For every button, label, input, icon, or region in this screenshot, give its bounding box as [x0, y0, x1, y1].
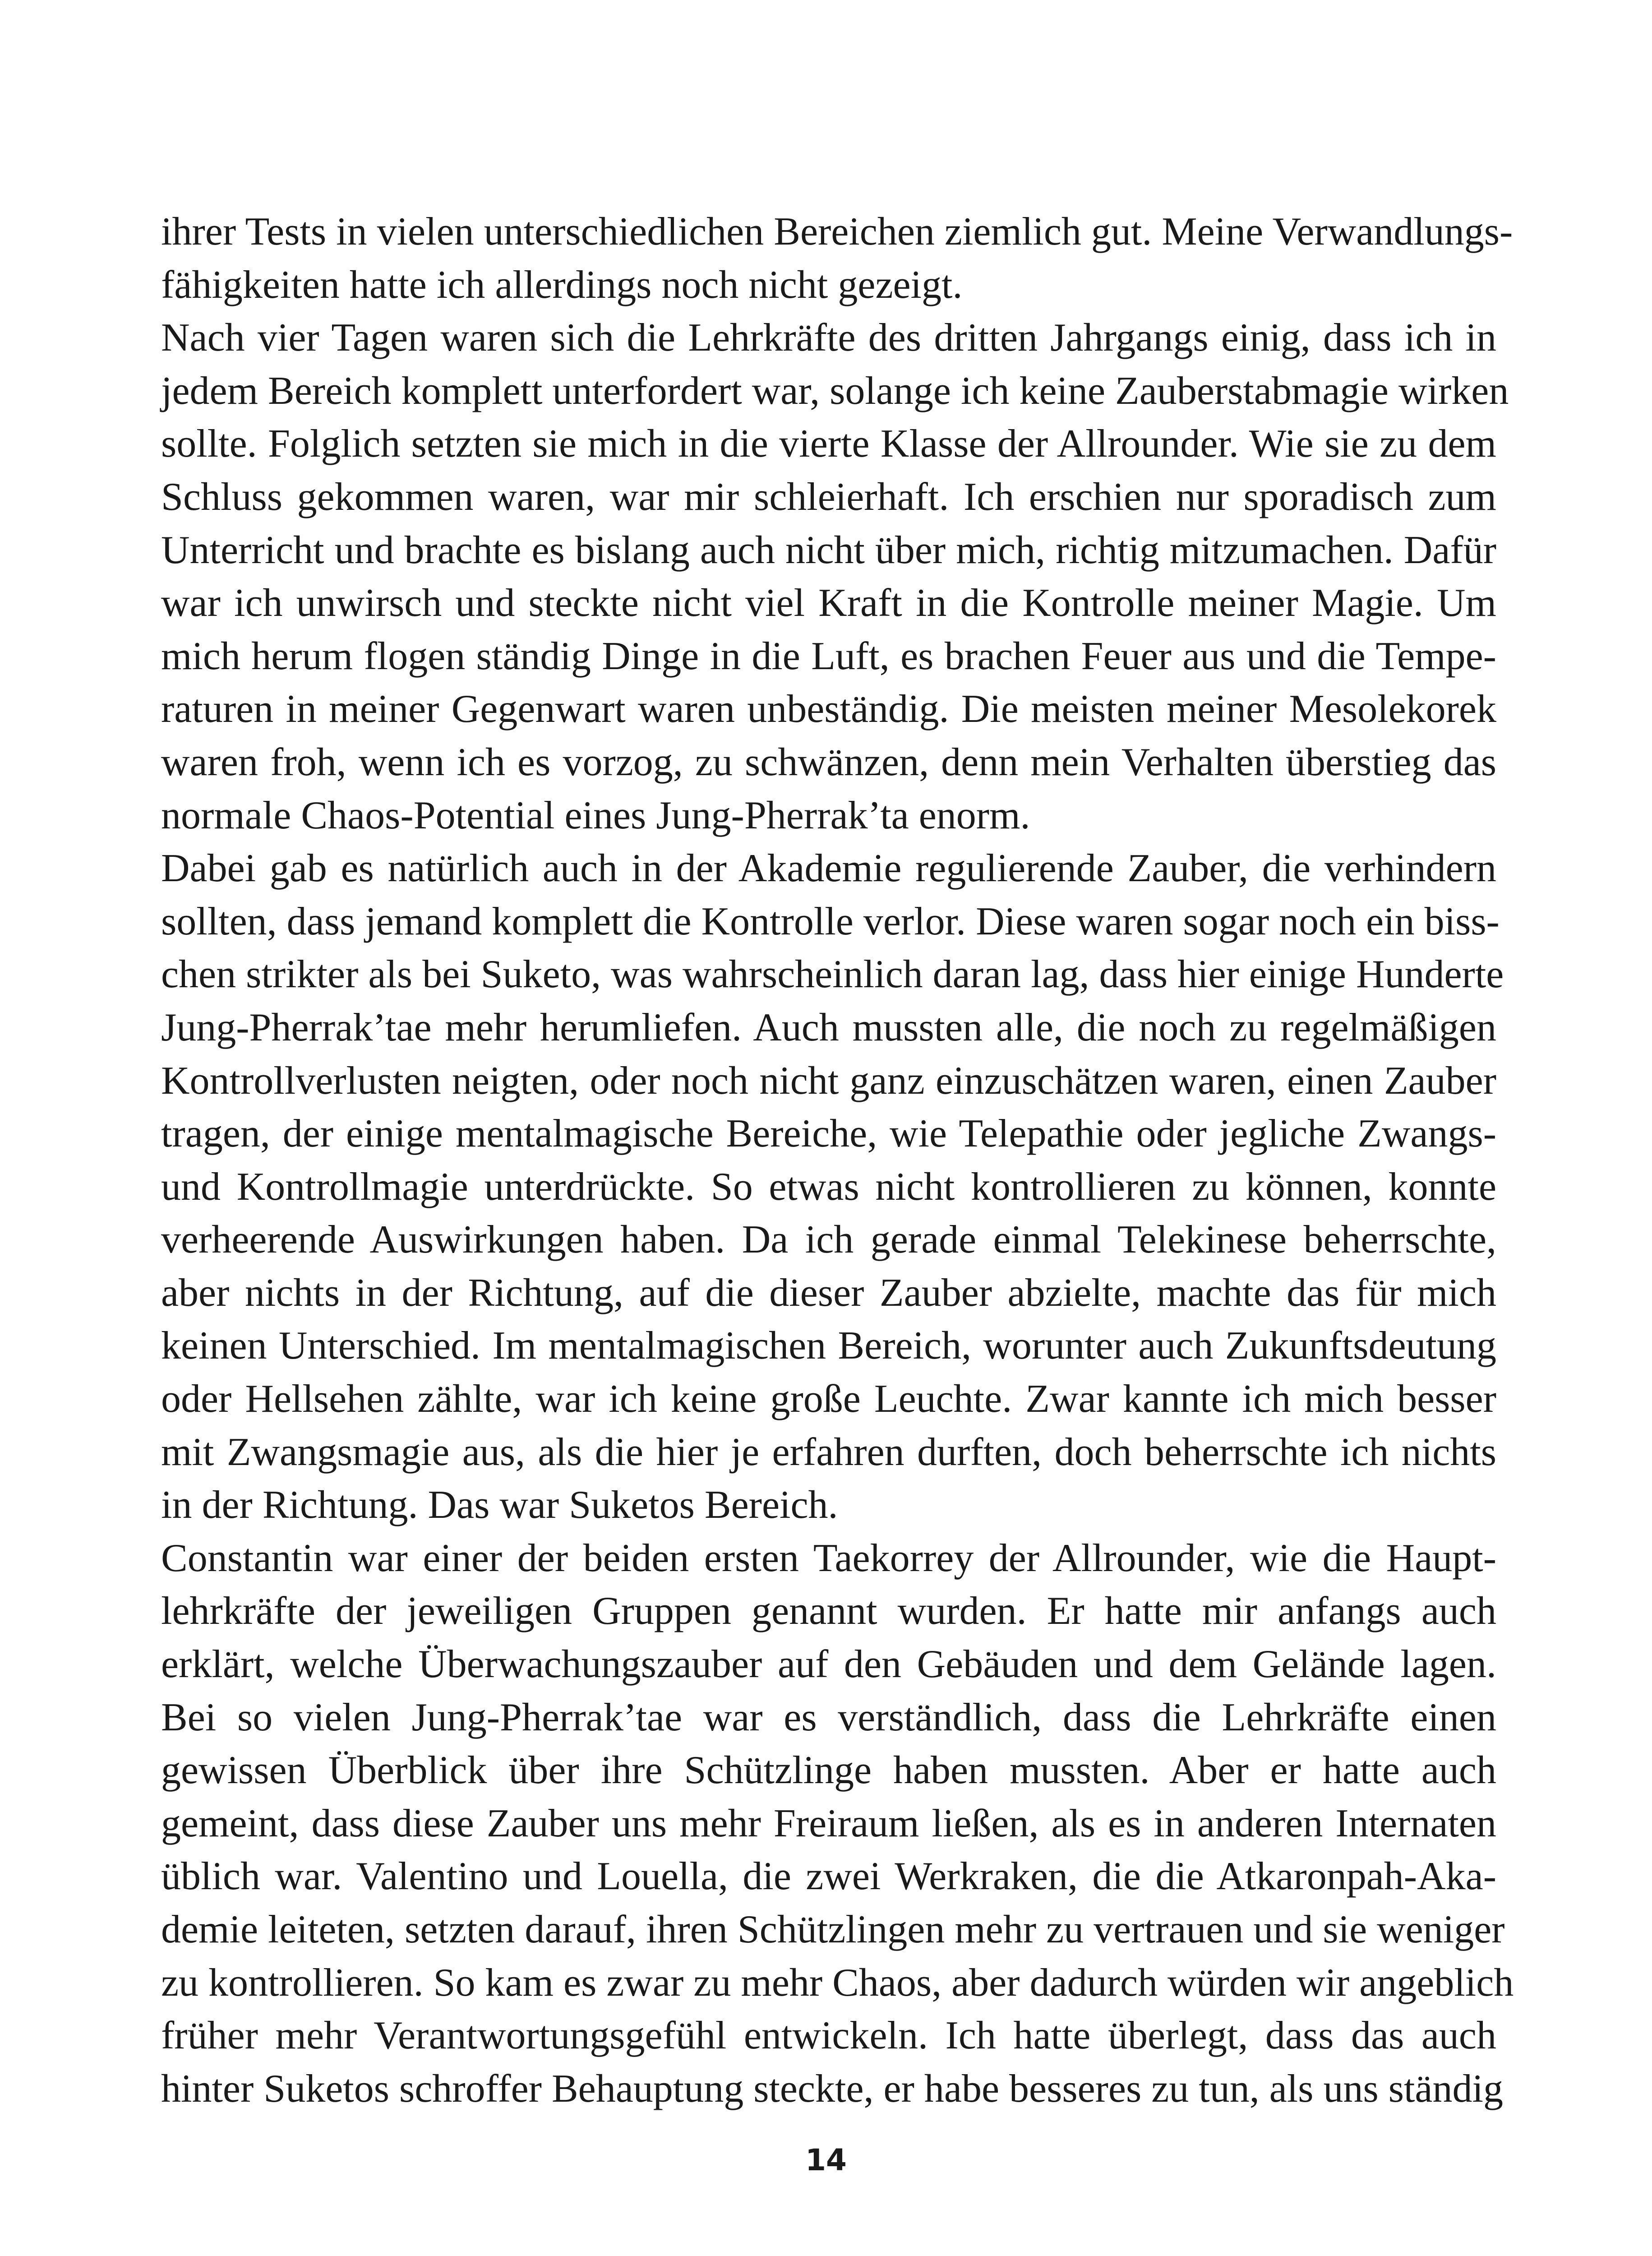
- text-line: zu kontrollieren. So kam es zwar zu mehr Chaos, aber dadurch würden wir angeblich: [161, 1960, 1514, 2005]
- text-line: und Kontrollmagie unterdrückte. So etwas nicht kontrollieren zu können, konnte: [161, 1165, 1496, 1209]
- text-line: Kontrollverlusten neigten, oder noch nicht ganz einzuschätzen waren, einen Zauber: [161, 1059, 1496, 1103]
- text-line: Unterricht und brachte es bislang auch nicht über mich, richtig mitzumachen. Dafür: [161, 528, 1496, 572]
- text-line: gewissen Überblick über ihre Schützlinge haben mussten. Aber er hatte auch: [161, 1748, 1496, 1793]
- text-line: sollte. Folglich setzten sie mich in die vierte Klasse der Allrounder. Wie sie zu dem: [161, 422, 1496, 466]
- text-line: waren froh, wenn ich es vorzog, zu schwänzen, denn mein Verhalten überstieg das: [161, 740, 1496, 784]
- text-line: in der Richtung. Das war Suketos Bereich.: [161, 1483, 838, 1527]
- text-line: aber nichts in der Richtung, auf die dieser Zauber abzielte, machte das für mich: [161, 1271, 1496, 1315]
- text-line: Dabei gab es natürlich auch in der Akademie regulierende Zauber, die verhindern: [161, 846, 1496, 891]
- text-line: jedem Bereich komplett unterfordert war, solange ich keine Zauberstabmagie wirken: [161, 369, 1509, 413]
- text-line: hinter Suketos schroffer Behauptung steckte, er habe besseres zu tun, als uns ständig: [161, 2066, 1503, 2111]
- text-line: früher mehr Verantwortungsgefühl entwickeln. Ich hatte überlegt, dass das auch: [161, 2014, 1496, 2058]
- text-line: Jung-Pherrak’tae mehr herumliefen. Auch mussten alle, die noch zu regelmäßigen: [161, 1005, 1496, 1049]
- text-line: fähigkeiten hatte ich allerdings noch nicht gezeigt.: [161, 263, 963, 307]
- text-line: raturen in meiner Gegenwart waren unbeständig. Die meisten meiner Mesolekorek: [161, 687, 1496, 731]
- text-line: erklärt, welche Überwachungszauber auf den Gebäuden und dem Gelände lagen.: [161, 1642, 1496, 1687]
- page-number: 14: [805, 2143, 847, 2177]
- text-line: normale Chaos-Potential eines Jung-Pherrak’ta enorm.: [161, 793, 1030, 837]
- text-line: Bei so vielen Jung-Pherrak’tae war es verständlich, dass die Lehrkräfte einen: [161, 1695, 1496, 1739]
- text-line: gemeint, dass diese Zauber uns mehr Freiraum ließen, als es in anderen Internaten: [161, 1801, 1496, 1845]
- text-line: demie leiteten, setzten darauf, ihren Schützlingen mehr zu vertrauen und sie weniger: [161, 1908, 1505, 1951]
- text-line: verheerende Auswirkungen haben. Da ich gerade einmal Telekinese beherrschte,: [161, 1218, 1496, 1262]
- text-line: chen strikter als bei Suketo, was wahrscheinlich daran lag, dass hier einige Hunderte: [161, 952, 1504, 997]
- text-line: lehrkräfte der jeweiligen Gruppen genannt wurden. Er hatte mir anfangs auch: [161, 1589, 1496, 1633]
- text-line: üblich war. Valentino und Louella, die zwei Werkraken, die die Atkaronpah-Aka-: [161, 1854, 1496, 1899]
- text-line: oder Hellsehen zählte, war ich keine große Leuchte. Zwar kannte ich mich besser: [161, 1377, 1496, 1421]
- text-line: Schluss gekommen waren, war mir schleierhaft. Ich erschien nur sporadisch zum: [161, 475, 1496, 519]
- text-line: mit Zwangsmagie aus, als die hier je erfahren durften, doch beherrschte ich nichts: [161, 1430, 1496, 1474]
- text-line: tragen, der einige mentalmagische Bereiche, wie Telepathie oder jegliche Zwangs-: [161, 1112, 1496, 1156]
- text-line: ihrer Tests in vielen unterschiedlichen Bereichen ziemlich gut. Meine Verwandlungs-: [161, 210, 1513, 254]
- body-text: [161, 205, 1514, 2115]
- text-line: sollten, dass jemand komplett die Kontrolle verlor. Diese waren sogar noch ein biss-: [161, 899, 1500, 943]
- text-line: keinen Unterschied. Im mentalmagischen Bereich, worunter auch Zukunftsdeutung: [161, 1324, 1496, 1368]
- text-line: Constantin war einer der beiden ersten Taekorrey der Allrounder, wie die Haupt-: [161, 1536, 1496, 1580]
- text-line: war ich unwirsch und steckte nicht viel Kraft in die Kontrolle meiner Magie. Um: [161, 581, 1496, 625]
- text-line: mich herum flogen ständig Dinge in die Luft, es brachen Feuer aus und die Tempe-: [161, 634, 1496, 678]
- text-line: Nach vier Tagen waren sich die Lehrkräfte des dritten Jahrgangs einig, dass ich in: [161, 316, 1496, 360]
